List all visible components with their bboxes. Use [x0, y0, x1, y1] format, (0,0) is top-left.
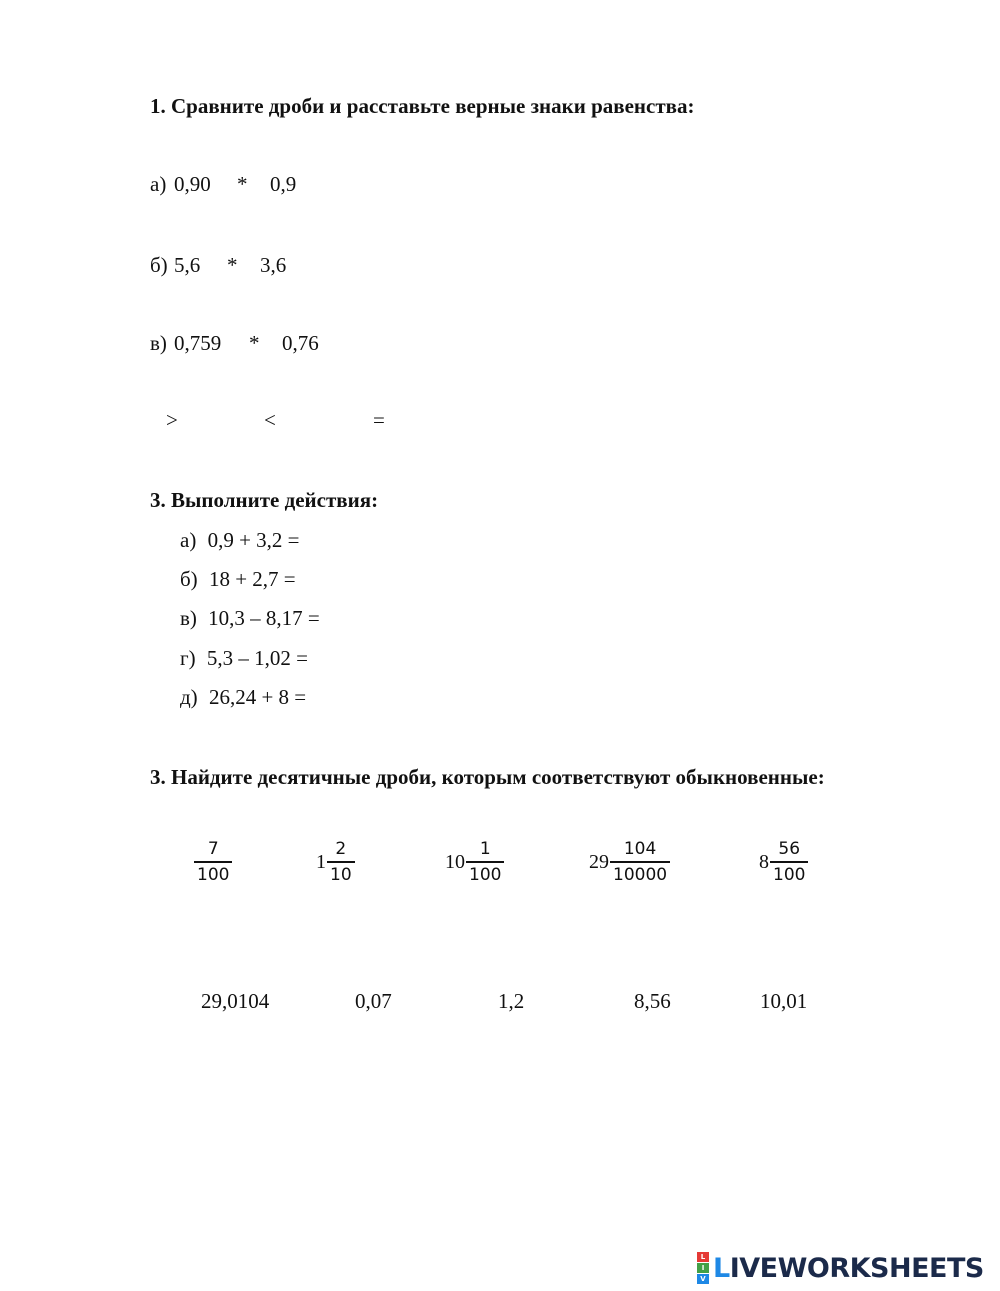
fraction-whole: 8	[759, 850, 769, 873]
answer-option[interactable]: 0,07	[355, 989, 392, 1013]
fraction-4	[589, 841, 670, 884]
fraction-3	[445, 841, 504, 884]
item-left-value: 0,759	[174, 331, 222, 355]
fraction-part	[610, 841, 670, 884]
item-left-value: 5,6	[174, 253, 201, 277]
item-right-value: 0,76	[282, 331, 319, 355]
compare-sign-slot[interactable]: *	[227, 253, 238, 277]
fraction-part	[770, 841, 808, 884]
action-item-c	[180, 606, 320, 631]
logo-text: LIVEWORKSHEETS	[713, 1252, 984, 1284]
fraction-numerator: 7	[207, 839, 219, 859]
fraction-part	[327, 841, 355, 884]
item-label: в)	[150, 331, 167, 355]
item-expression: 0,9 + 3,2 =	[207, 528, 300, 552]
fraction-5	[759, 841, 808, 884]
item-right-value: 0,9	[270, 172, 297, 196]
section2-heading: 3. Выполните действия:	[150, 488, 379, 512]
answer-option[interactable]: 29,0104	[201, 989, 270, 1013]
item-expression: 18 + 2,7 =	[208, 567, 296, 591]
action-item-d	[180, 646, 308, 671]
item-label: в)	[180, 606, 197, 630]
fraction-denominator: 10000	[613, 864, 668, 885]
item-right-value: 3,6	[260, 253, 287, 277]
action-item-e	[180, 685, 306, 710]
answer-option[interactable]: 1,2	[498, 989, 525, 1013]
fraction-numerator: 104	[623, 839, 657, 859]
compare-sign-slot[interactable]: *	[237, 172, 248, 196]
fraction-1	[193, 841, 232, 884]
item-left-value: 0,90	[174, 172, 211, 196]
item-expression: 26,24 + 8 =	[208, 685, 307, 709]
sign-greater[interactable]: >	[166, 408, 178, 432]
sign-less[interactable]: <	[264, 408, 276, 432]
item-label: а)	[150, 172, 167, 196]
fraction-2	[316, 841, 355, 884]
fraction-part	[194, 841, 232, 884]
fraction-denominator: 100	[197, 864, 230, 885]
fraction-numerator: 1	[479, 839, 491, 859]
action-item-a	[180, 528, 300, 553]
item-label: б)	[150, 253, 168, 277]
fraction-denominator: 100	[469, 864, 502, 885]
action-item-b	[180, 567, 296, 592]
fraction-numerator: 56	[778, 839, 801, 859]
item-expression: 10,3 – 8,17 =	[208, 606, 320, 630]
fraction-part	[466, 841, 504, 884]
item-label: г)	[180, 646, 196, 670]
fraction-numerator: 2	[335, 839, 347, 859]
fraction-denominator: 10	[330, 864, 352, 885]
fraction-denominator: 100	[773, 864, 806, 885]
logo-blocks-icon: L I V	[697, 1252, 709, 1284]
fraction-whole: 1	[316, 850, 326, 873]
section3-heading: 3. Найдите десятичные дроби, которым соответствуют обыкновенные:	[150, 765, 825, 789]
fraction-whole: 29	[589, 850, 609, 873]
section1-heading: 1. Сравните дроби и расставьте верные знаки равенства:	[150, 94, 695, 118]
item-label: б)	[180, 567, 198, 591]
item-expression: 5,3 – 1,02 =	[206, 646, 308, 670]
liveworksheets-logo	[697, 1252, 984, 1284]
compare-sign-slot[interactable]: *	[249, 331, 260, 355]
item-label: а)	[180, 528, 197, 552]
fraction-whole: 10	[445, 850, 465, 873]
sign-equal[interactable]: =	[373, 408, 385, 432]
answer-option[interactable]: 10,01	[760, 989, 808, 1013]
answer-option[interactable]: 8,56	[634, 989, 671, 1013]
item-label: д)	[180, 685, 198, 709]
